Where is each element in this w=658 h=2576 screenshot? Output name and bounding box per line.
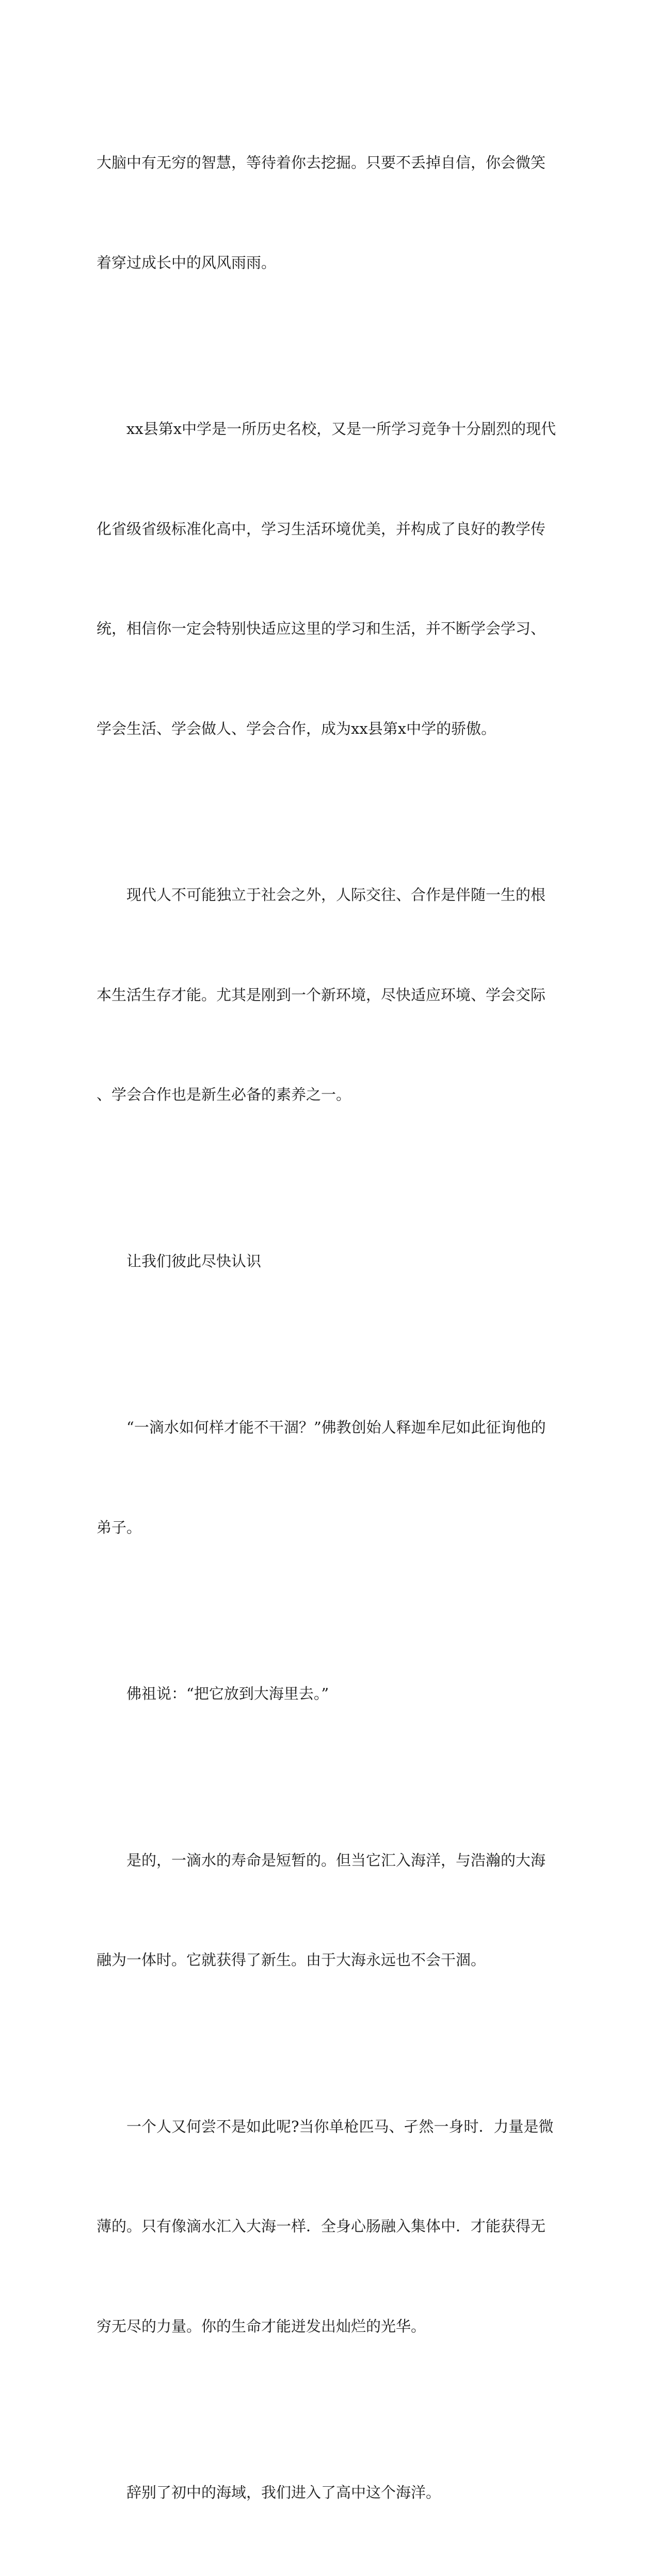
text-line: 化省级省级标准化高中，学习生活环境优美，并构成了良好的教学传	[97, 520, 546, 538]
text-line: xx县第x中学是一所历史名校，又是一所学习竞争十分剧烈的现代	[97, 420, 556, 438]
text-line: 本生活生存才能。尤其是刚到一个新环境，尽快适应环境、学会交际	[97, 986, 546, 1004]
text-line: 统，相信你一定会特别快适应这里的学习和生活，并不断学会学习、	[97, 620, 546, 637]
paragraph	[97, 1178, 551, 1345]
text-line: 一个人又何尝不是如此呢?当你单枪匹马、孑然一身时．力量是微	[97, 2117, 554, 2135]
paragraph	[97, 346, 556, 812]
text-line: 弟子。	[97, 1518, 142, 1536]
paragraph	[97, 2043, 554, 2410]
text-line: 穷无尽的力量。你的生命才能迸发出灿烂的光华。	[97, 2317, 426, 2335]
text-line: 大脑中有无穷的智慧，等待着你去挖掘。只要不丢掉自信，你会微笑	[97, 154, 546, 171]
paragraph	[97, 1777, 551, 2043]
paragraph	[97, 2409, 551, 2576]
paragraph	[97, 79, 551, 346]
paragraph	[97, 1344, 551, 1611]
paragraph	[97, 812, 551, 1178]
paragraph	[97, 1611, 551, 1777]
text-line: 现代人不可能独立于社会之外，人际交往、合作是伴随一生的根	[97, 886, 546, 904]
document-body	[97, 79, 556, 2576]
text-line: 辞别了初中的海域，我们进入了高中这个海洋。	[97, 2484, 441, 2501]
text-line: 佛祖说：“把它放到大海里去。”	[97, 1685, 329, 1702]
text-line: 、学会合作也是新生必备的素养之一。	[97, 1086, 351, 1103]
text-line: 是的，一滴水的寿命是短暂的。但当它汇入海洋，与浩瀚的大海	[97, 1851, 546, 1869]
text-line: 融为一体时。它就获得了新生。由于大海永远也不会干涸。	[97, 1951, 486, 1969]
text-line: 着穿过成长中的风风雨雨。	[97, 253, 277, 271]
text-line: 薄的。只有像滴水汇入大海一样．全身心肠融入集体中．才能获得无	[97, 2217, 546, 2235]
text-line: “一滴水如何样才能不干涸？”佛教创始人释迦牟尼如此征询他的	[97, 1419, 546, 1436]
text-line: 让我们彼此尽快认识	[97, 1252, 262, 1270]
text-line: 学会生活、学会做人、学会合作，成为xx县第x中学的骄傲。	[97, 719, 496, 737]
